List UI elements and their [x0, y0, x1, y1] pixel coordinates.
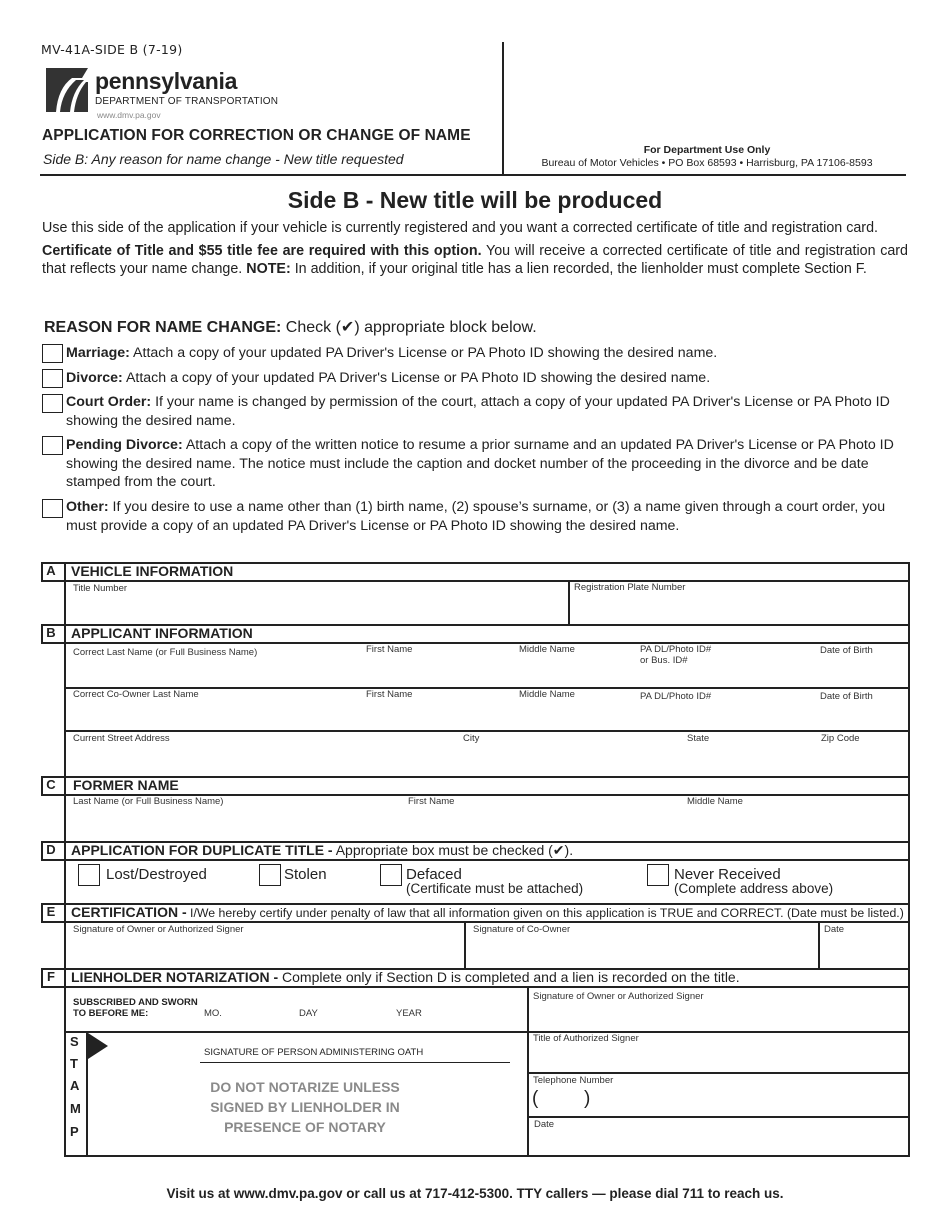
marriage-checkbox[interactable] — [42, 344, 63, 363]
other-checkbox[interactable] — [42, 499, 63, 518]
reason-other: Other: If you desire to use a name other than (1) birth name, (2) spouse’s surname, or (3) a name given through a court order, you must provide a copy of an updated PA Driver's License or PA Photo ID showing the desired name. — [66, 499, 886, 534]
stamp-letter-m: M — [70, 1101, 81, 1116]
telephone-label: Telephone Number — [533, 1075, 614, 1086]
header-rule — [40, 174, 906, 176]
department-name: DEPARTMENT OF TRANSPORTATION — [95, 96, 279, 107]
intro-text — [42, 219, 908, 283]
lienholder-signature-field[interactable] — [529, 1003, 906, 1029]
section-a-title: VEHICLE INFORMATION — [71, 563, 234, 579]
section-d-title: APPLICATION FOR DUPLICATE TITLE - Appropriate box must be checked (✔). — [71, 842, 574, 858]
lost-destroyed-label: Lost/Destroyed — [106, 866, 207, 883]
co-owner-dl-label: PA DL/Photo ID# — [640, 691, 712, 702]
owner-signature-field[interactable] — [66, 936, 462, 966]
defaced-note: (Certificate must be attached) — [406, 881, 584, 896]
signer-title-field[interactable] — [529, 1045, 906, 1070]
phone-paren-open: ( — [532, 1088, 539, 1109]
section-f-title: LIENHOLDER NOTARIZATION - Complete only if Section D is completed and a lien is recorded on the title. — [71, 969, 740, 985]
reason-court-order: Court Order: If your name is changed by permission of the court, attach a copy of your updated PA Driver's License or PA Photo ID showing the desired name. — [66, 394, 890, 429]
section-e-letter: E — [46, 904, 56, 919]
penndot-logo-icon — [42, 66, 90, 114]
bureau-address: Bureau of Motor Vehicles • PO Box 68593 • Harrisburg, PA 17106-8593 — [541, 157, 873, 169]
intro-paragraph-1: Use this side of the application if your vehicle is currently registered and you want a corrected certificate of title and registration card. — [42, 220, 878, 236]
header-divider — [502, 42, 504, 174]
dl-bus-id-label: PA DL/Photo ID# or Bus. ID# — [640, 644, 712, 666]
notary-date-label: Date — [534, 1119, 555, 1130]
former-first-name-label: First Name — [408, 796, 455, 807]
notary-date-field[interactable] — [529, 1131, 906, 1153]
section-c-title: FORMER NAME — [73, 777, 179, 793]
year-label: YEAR — [396, 1008, 422, 1019]
defaced-label: Defaced — [406, 866, 462, 883]
defaced-checkbox[interactable] — [380, 864, 402, 886]
court-order-checkbox[interactable] — [42, 394, 63, 413]
co-owner-field[interactable] — [66, 703, 906, 729]
co-owner-dob-label: Date of Birth — [820, 691, 873, 702]
phone-paren-close: ) — [584, 1088, 591, 1109]
former-middle-name-label: Middle Name — [687, 796, 743, 807]
section-f-letter: F — [47, 969, 55, 984]
address-field[interactable] — [66, 746, 906, 774]
title-number-label: Title Number — [73, 583, 128, 594]
intro-paragraph-2: Certificate of Title and $55 title fee are required with this option. You will receive a corrected certificate of title and registration card that reflects your name change. NOTE: In addition, if your original title has a lien recorded, the lienholder must complete Section F. — [42, 242, 909, 277]
dob-label: Date of Birth — [820, 645, 873, 656]
section-e-title: CERTIFICATION - I/We hereby certify under penalty of law that all information given on this application is TRUE and CORRECT. (Date must be listed.) — [71, 904, 904, 920]
stamp-letter-s: S — [70, 1034, 79, 1049]
middle-name-label: Middle Name — [519, 644, 575, 655]
notary-notice: DO NOT NOTARIZE UNLESS SIGNED BY LIENHOLDER IN PRESENCE OF NOTARY — [210, 1079, 400, 1135]
co-owner-middle-label: Middle Name — [519, 689, 575, 700]
never-received-label: Never Received — [674, 866, 781, 883]
stolen-label: Stolen — [284, 866, 327, 883]
oath-signature-label: SIGNATURE OF PERSON ADMINISTERING OATH — [204, 1047, 424, 1058]
month-label: MO. — [204, 1008, 222, 1019]
reason-pending-divorce: Pending Divorce: Attach a copy of the written notice to resume a prior surname and an updated PA Driver's License or PA Photo ID showing the desired name. The notice must include the caption and docket number of the proceeding in the divorce and be date stamped from the court. — [66, 437, 894, 490]
plate-number-field[interactable] — [571, 594, 906, 622]
title-number-field[interactable] — [66, 594, 566, 622]
stolen-checkbox[interactable] — [259, 864, 281, 886]
stamp-letter-a: A — [70, 1078, 80, 1093]
plate-number-label: Registration Plate Number — [574, 582, 686, 593]
lienholder-signature-label: Signature of Owner or Authorized Signer — [533, 991, 704, 1002]
former-last-name-label: Last Name (or Full Business Name) — [73, 796, 224, 807]
reason-heading: REASON FOR NAME CHANGE: Check (✔) appropriate block below. — [44, 319, 537, 336]
city-label: City — [463, 733, 480, 744]
never-received-checkbox[interactable] — [647, 864, 669, 886]
never-received-note: (Complete address above) — [674, 881, 834, 896]
section-c-letter: C — [46, 777, 56, 792]
brand-name: pennsylvania — [95, 68, 238, 94]
zip-label: Zip Code — [821, 733, 860, 744]
cert-date-label: Date — [824, 924, 845, 935]
co-owner-first-label: First Name — [366, 689, 413, 700]
co-owner-last-label: Correct Co-Owner Last Name — [73, 689, 199, 700]
form-subtitle: Side B: Any reason for name change - New title requested — [43, 151, 404, 167]
stamp-letter-p: P — [70, 1124, 79, 1139]
applicant-name-field[interactable] — [66, 660, 906, 686]
pending-divorce-checkbox[interactable] — [42, 436, 63, 455]
lost-destroyed-checkbox[interactable] — [78, 864, 100, 886]
page-title: Side B - New title will be produced — [287, 187, 663, 213]
day-label: DAY — [299, 1008, 318, 1019]
reason-marriage: Marriage: Attach a copy of your updated PA Driver's License or PA Photo ID showing the desired name. — [66, 345, 718, 361]
footer-contact: Visit us at www.dmv.pa.gov or call us at 717-412-5300. TTY callers — please dial 711 to reach us. — [166, 1186, 784, 1201]
stamp-letter-t: T — [70, 1056, 78, 1071]
section-d-letter: D — [46, 842, 56, 857]
street-label: Current Street Address — [73, 733, 170, 744]
last-name-label: Correct Last Name (or Full Business Name) — [73, 647, 258, 658]
section-b-title: APPLICANT INFORMATION — [71, 625, 253, 641]
department-use-label: For Department Use Only — [643, 144, 771, 156]
co-owner-signature-label: Signature of Co-Owner — [473, 924, 571, 935]
co-owner-signature-field[interactable] — [466, 936, 816, 966]
telephone-field[interactable] — [544, 1089, 904, 1113]
signer-title-label: Title of Authorized Signer — [533, 1033, 639, 1044]
reason-divorce: Divorce: Attach a copy of your updated PA Driver's License or PA Photo ID showing the desired name. — [66, 370, 711, 386]
website-url: www.dmv.pa.gov — [97, 110, 161, 120]
sworn-label: SUBSCRIBED AND SWORN TO BEFORE ME: — [73, 997, 198, 1019]
first-name-label: First Name — [366, 644, 413, 655]
form-code: MV-41A-SIDE B (7-19) — [41, 42, 183, 57]
owner-signature-label: Signature of Owner or Authorized Signer — [73, 924, 244, 935]
section-b-letter: B — [46, 625, 56, 640]
state-label: State — [687, 733, 710, 744]
former-name-field[interactable] — [66, 809, 906, 839]
cert-date-field[interactable] — [820, 936, 906, 966]
form-title: APPLICATION FOR CORRECTION OR CHANGE OF NAME — [42, 127, 471, 144]
oath-signature-field[interactable] — [110, 1033, 510, 1061]
section-a-letter: A — [46, 563, 56, 578]
pointer-arrow-icon — [88, 1033, 108, 1059]
divorce-checkbox[interactable] — [42, 369, 63, 388]
